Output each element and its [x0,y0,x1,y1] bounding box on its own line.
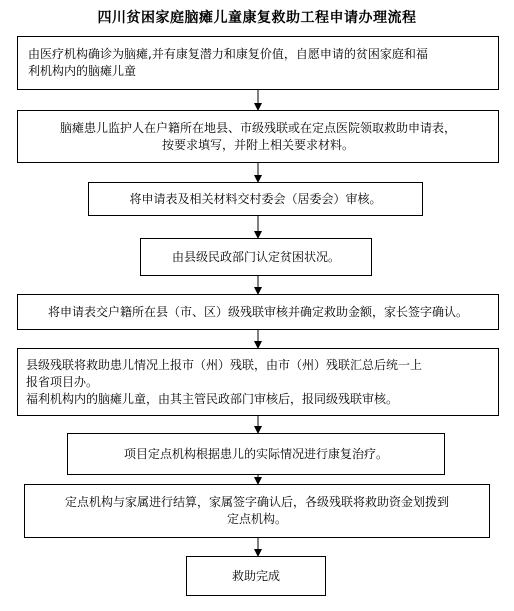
step-3-line-1: 将申请表及相关材料交村委会（居委会）审核。 [129,191,382,206]
step-5-line-1: 将申请表交户籍所在县（市、区）级残联审核并确定救助金额，家长签字确认。 [47,304,468,319]
step-7-line-1: 项目定点机构根据患儿的实际情况进行康复治疗。 [123,446,388,461]
step-1-line-1: 由医疗机构确诊为脑瘫,并有康复潜力和康复价值，自愿申请的贫困家庭和福 [28,47,428,61]
step-8-box [24,484,490,538]
step-4-box [140,238,372,276]
step-6-box [17,348,499,416]
page-title: 四川贫困家庭脑瘫儿童康复救助工程申请办理流程 [97,10,417,26]
step-8-line-1: 定点机构与家属进行结算，家属签字确认后，各级残联将救助资金划拨到 [64,495,449,509]
step-2-box [17,110,499,163]
step-4-line-1: 由县级民政部门认定贫困状况。 [171,249,340,264]
step-2-line-2: 按要求填写，并附上相关要求材料。 [161,137,354,152]
step-7-box [67,433,445,475]
step-5-box [17,294,499,330]
step-6-line-1: 县级残联将救助患儿情况上报市（州）残联，由市（州）残联汇总后统一上 [26,357,423,372]
step-9-box [186,556,326,596]
step-6-line-2: 报省项目办。 [26,374,99,389]
step-8-line-2: 定点机构。 [226,512,287,526]
step-2-line-1: 脑瘫患儿监护人在户籍所在地县、市级残联或在定点医院领取救助申请表， [59,120,456,135]
step-1-line-2: 利机构内的脑瘫儿童 [28,64,137,78]
step-6-line-3: 福利机构内的脑瘫儿童，由其主管民政部门审核后，报同级残联审核。 [26,391,399,406]
step-9-line-1: 救助完成 [231,568,280,583]
step-3-box [88,182,423,216]
step-1-box [17,36,499,90]
